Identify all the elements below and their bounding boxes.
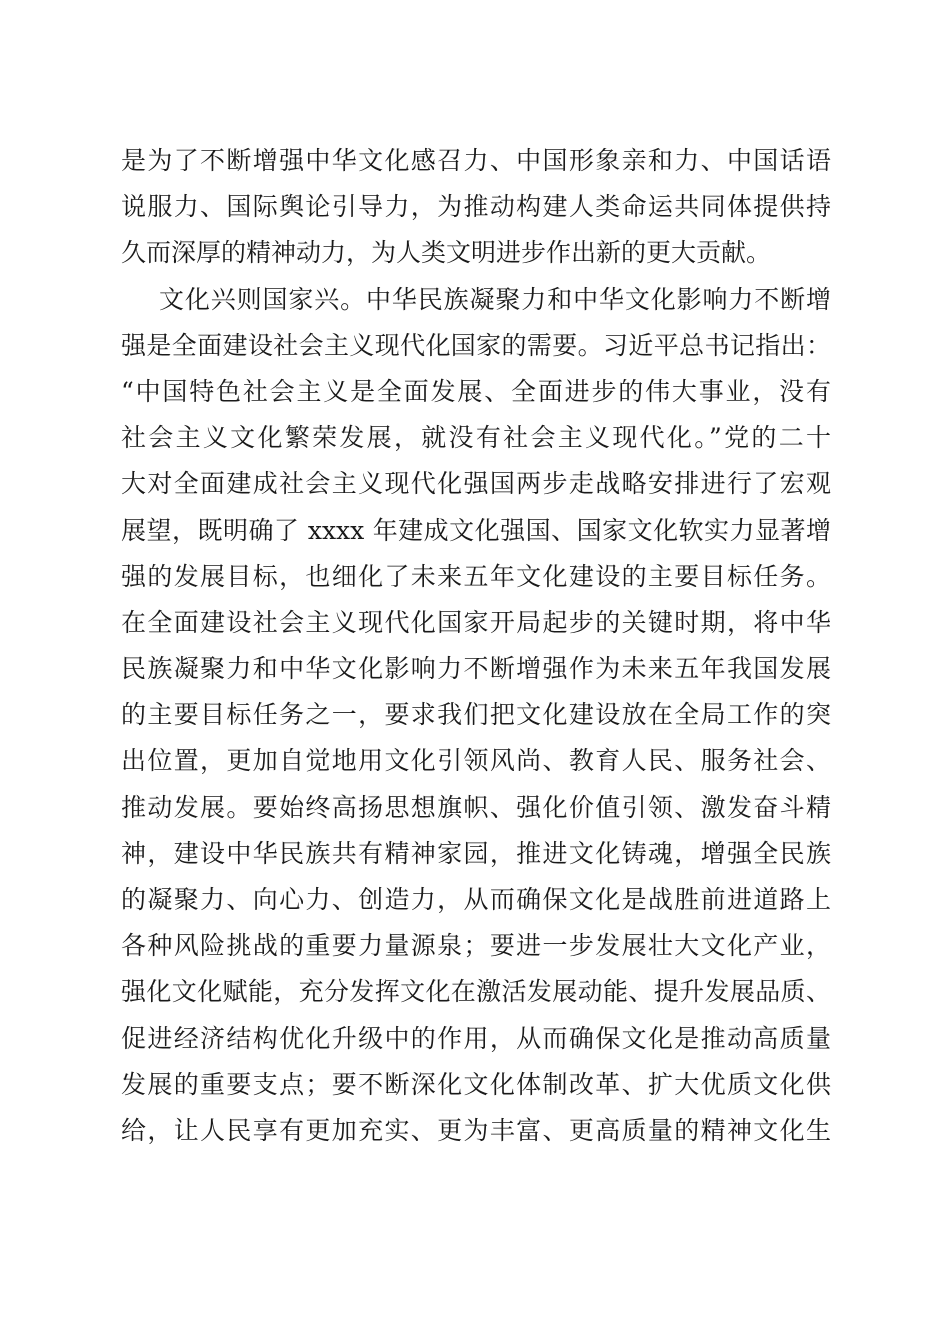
text-line: 大对全面建成社会主义现代化强国两步走战略安排进行了宏观 xyxy=(121,469,831,499)
text-line: 强的发展目标，也细化了未来五年文化建设的主要目标任务。 xyxy=(121,561,831,591)
text-line: 民族凝聚力和中华文化影响力不断增强作为未来五年我国发展 xyxy=(121,654,831,684)
text-line: 说服力、国际舆论引导力，为推动构建人类命运共同体提供持 xyxy=(121,192,831,222)
text-line: 神，建设中华民族共有精神家园，推进文化铸魂，增强全民族 xyxy=(121,838,831,868)
text-line: 的凝聚力、向心力、创造力，从而确保文化是战胜前进道路上 xyxy=(121,885,831,914)
text-line: 展望，既明确了 xxxx 年建成文化强国、国家文化软实力显著增 xyxy=(121,515,831,545)
text-line: “中国特色社会主义是全面发展、全面进步的伟大事业，没有 xyxy=(121,376,831,406)
text-line: 在全面建设社会主义现代化国家开局起步的关键时期，将中华 xyxy=(121,607,831,637)
text-line: 推动发展。要始终高扬思想旗帜、强化价值引领、激发奋斗精 xyxy=(121,792,831,822)
text-line: 文化兴则国家兴。中华民族凝聚力和中华文化影响力不断增 xyxy=(159,284,831,314)
text-line: 久而深厚的精神动力，为人类文明进步作出新的更大贡献。 xyxy=(121,238,772,268)
text-line: 社会主义文化繁荣发展，就没有社会主义现代化。”党的二十 xyxy=(121,423,831,453)
text-line: 发展的重要支点；要不断深化文化体制改革、扩大优质文化供 xyxy=(121,1069,831,1099)
text-line: 各种风险挑战的重要力量源泉；要进一步发展壮大文化产业， xyxy=(121,931,831,961)
text-line: 强化文化赋能，充分发挥文化在激活发展动能、提升发展品质、 xyxy=(121,977,831,1007)
text-line: 是为了不断增强中华文化感召力、中国形象亲和力、中国话语 xyxy=(121,146,831,175)
text-line: 出位置，更加自觉地用文化引领风尚、教育人民、服务社会、 xyxy=(121,746,831,776)
text-line: 强是全面建设社会主义现代化国家的需要。习近平总书记指出： xyxy=(121,330,831,360)
text-line: 的主要目标任务之一，要求我们把文化建设放在全局工作的突 xyxy=(121,700,831,730)
text-line: 给，让人民享有更加充实、更为丰富、更高质量的精神文化生 xyxy=(121,1115,831,1145)
text-line: 促进经济结构优化升级中的作用，从而确保文化是推动高质量 xyxy=(121,1023,831,1053)
body-text xyxy=(121,138,831,1154)
